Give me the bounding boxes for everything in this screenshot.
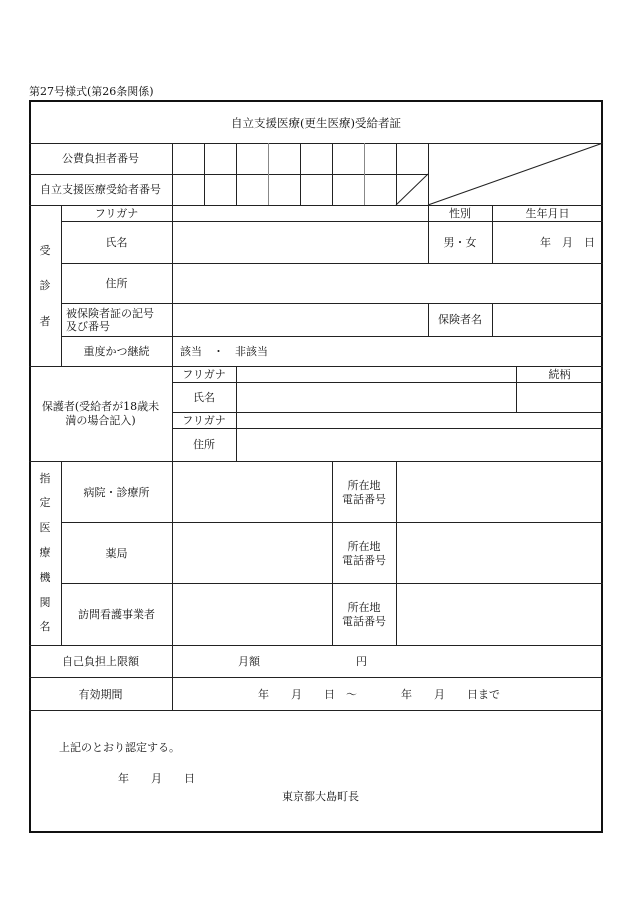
institution-section-char: 関 (39, 596, 51, 609)
certification-statement: 上記のとおり認定する。 (59, 741, 180, 754)
birthdate-value: 年 月 日 (540, 236, 595, 249)
public-payer-label: 公費負担者番号 (62, 152, 139, 165)
location-label: 所在地 (347, 601, 381, 614)
phone-label: 電話番号 (342, 615, 386, 628)
patient-section-char: 者 (39, 315, 51, 328)
institution-section-char: 名 (39, 620, 51, 633)
gender-value: 男・女 (443, 236, 477, 249)
hospital-label: 病院・診療所 (83, 486, 150, 499)
severe-value: 該当 ・ 非該当 (180, 345, 268, 358)
recipient-number-label: 自立支援医療受給者番号 (40, 183, 161, 196)
institution-section-char: 指 (39, 472, 51, 485)
certification-date: 年 月 日 (118, 772, 195, 785)
limit-yen: 円 (356, 655, 367, 668)
institution-section-char: 定 (39, 496, 51, 509)
gender-label: 性別 (449, 207, 471, 220)
phone-label: 電話番号 (342, 493, 386, 506)
insurer-label: 保険者名 (438, 313, 482, 326)
address-label: 住所 (105, 277, 128, 290)
name-label: 氏名 (105, 236, 128, 249)
location-label: 所在地 (347, 479, 381, 492)
institution-section-char: 機 (39, 571, 51, 584)
guardian-label-1: 保護者(受給者が18歳未 (41, 400, 160, 413)
location-label: 所在地 (347, 540, 381, 553)
validity-label: 有効期間 (78, 688, 123, 701)
insurance-card-label-1: 被保険者証の記号 (66, 307, 154, 320)
limit-label: 自己負担上限額 (62, 655, 139, 668)
furigana-label: フリガナ (94, 207, 139, 220)
page-title: 自立支援医療(更生医療)受給者証 (231, 116, 401, 130)
patient-section-char: 診 (39, 279, 51, 292)
relation-label: 続柄 (548, 368, 571, 381)
insurance-card-label-2: 及び番号 (66, 320, 110, 333)
limit-monthly: 月額 (238, 655, 260, 668)
phone-label: 電話番号 (342, 554, 386, 567)
institution-section-char: 医 (39, 521, 51, 534)
guardian-name-label: 氏名 (193, 391, 215, 404)
guardian-furigana-2: フリガナ (182, 414, 226, 427)
patient-section-char: 受 (39, 244, 51, 257)
nursing-label: 訪問看護事業者 (78, 608, 155, 621)
guardian-address-label: 住所 (193, 438, 215, 451)
form-number: 第27号様式(第26条関係) (29, 85, 154, 98)
severe-label: 重度かつ継続 (83, 345, 150, 358)
guardian-furigana-1: フリガナ (182, 368, 226, 381)
guardian-label-2: 満の場合記入) (65, 414, 136, 427)
institution-section-char: 療 (39, 546, 51, 559)
issuer: 東京都大島町長 (282, 790, 359, 803)
birthdate-label: 生年月日 (525, 207, 570, 220)
validity-value: 年 月 日 〜 年 月 日まで (258, 688, 500, 701)
pharmacy-label: 薬局 (105, 547, 128, 560)
